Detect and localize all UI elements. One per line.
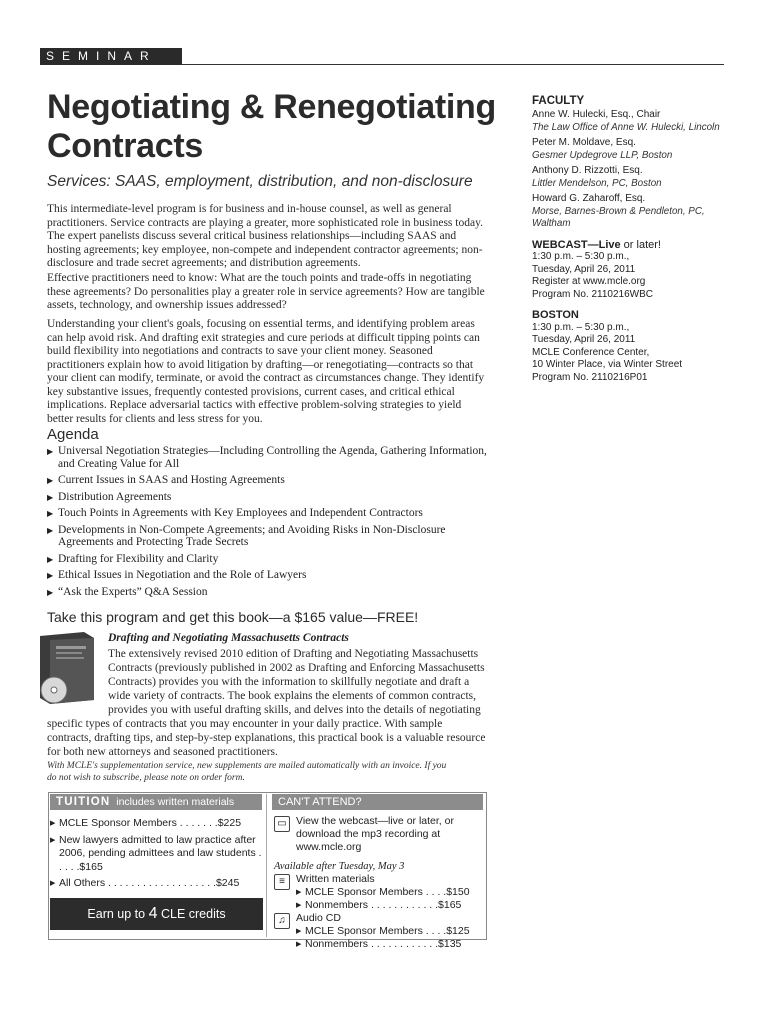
page-title: Negotiating & Renegotiating Contracts <box>47 88 496 165</box>
page-subtitle: Services: SAAS, employment, distribution, and non-disclosure <box>47 173 473 190</box>
agenda-item: ▶ Universal Negotiation Strategies—Including Controlling the Agenda, Gathering Information, and Creating Value for All <box>47 445 487 470</box>
webcast-option: ▭ View the webcast—live or later, or download the mp3 recording at www.mcle.org <box>274 815 486 854</box>
faculty-member: Howard G. Zaharoff, Esq. Morse, Barnes-Brown & Pendleton, PC, Waltham <box>532 193 705 229</box>
cant-attend-heading: CAN'T ATTEND? <box>272 794 483 810</box>
book-title: Drafting and Negotiating Massachusetts Contracts <box>108 632 349 644</box>
seminar-label: SEMINAR <box>40 48 182 65</box>
cle-credits-banner: Earn up to 4 CLE credits <box>50 898 263 930</box>
boston-section: BOSTON 1:30 p.m. – 5:30 p.m., Tuesday, April 26, 2011 MCLE Conference Center, 10 Winter Place, via Winter Street Program No. 2110216P01 <box>532 309 742 384</box>
agenda-item: ▶ Touch Points in Agreements with Key Employees and Independent Contractors <box>47 507 423 519</box>
bullet-triangle-icon: ▶ <box>50 880 56 887</box>
bullet-triangle-icon: ▶ <box>296 941 302 948</box>
supplementation-note: With MCLE's supplementation service, new supplements are mailed automatically with an invoice. If you do not wish to subscribe, please note on order form. <box>47 761 447 783</box>
tuition-item: ▶ MCLE Sponsor Members . . . . . . .$225 <box>50 817 242 829</box>
bullet-triangle-icon: ▶ <box>47 476 54 485</box>
agenda-item: ▶ Ethical Issues in Negotiation and the Role of Lawyers <box>47 569 307 581</box>
tuition-item: ▶ All Others . . . . . . . . . . . . . . . . . . .$245 <box>50 877 240 889</box>
agenda-item: ▶ “Ask the Experts” Q&A Session <box>47 585 208 598</box>
offer-heading: Take this program and get this book—a $165 value—FREE! <box>47 609 419 625</box>
price-item: ▶ MCLE Sponsor Members . . . .$150 <box>296 886 470 898</box>
computer-monitor-icon: ▭ <box>274 816 290 832</box>
written-materials-option: ≡ Written materials ▶ MCLE Sponsor Members . . . .$150 ▶ Nonmembers . . . . . . . . . . . .$165 <box>274 873 486 912</box>
agenda-item: ▶ Developments in Non-Compete Agreements; and Avoiding Risks in Non-Disclosure Agreements and Protecting Trade Secrets <box>47 523 446 548</box>
agenda-item: ▶ Current Issues in SAAS and Hosting Agreements <box>47 474 285 486</box>
column-divider <box>266 794 267 937</box>
header-rule <box>182 64 724 65</box>
questions-paragraph: Effective practitioners need to know: What are the touch points and trade-offs in negotiating these agreements? Do personalities play a greater role in service agreements? How are tangible assets, technology, and ownership issues addressed? <box>47 272 485 311</box>
price-item: ▶ Nonmembers . . . . . . . . . . . .$135 <box>296 938 462 950</box>
price-item: ▶ MCLE Sponsor Members . . . .$125 <box>296 925 470 937</box>
faculty-heading: FACULTY <box>532 95 585 107</box>
bullet-triangle-icon: ▶ <box>296 928 302 935</box>
agenda-item: ▶ Distribution Agreements <box>47 490 172 503</box>
tuition-heading: TUITION includes written materials <box>50 794 262 810</box>
agenda-heading: Agenda <box>47 426 99 443</box>
faculty-list <box>532 109 742 384</box>
availability-note: Available after Tuesday, May 3 <box>274 861 405 872</box>
faculty-member: Anne W. Hulecki, Esq., Chair The Law Office of Anne W. Hulecki, Lincoln <box>532 109 720 133</box>
audio-cd-option: ♫ Audio CD ▶ MCLE Sponsor Members . . . .$125 ▶ Nonmembers . . . . . . . . . . . .$135 <box>274 912 486 951</box>
webcast-heading: WEBCAST—Live or later! <box>532 238 661 251</box>
cant-attend-options <box>274 815 486 951</box>
goals-paragraph: Understanding your client's goals, focusing on essential terms, and identifying problem areas can help avoid risk. And drafting exit strategies and cure periods at difficult tipping points can build flexibility into negotiations and contracts to save your client money. Seasoned practitioners explain how to avoid litigation by drafting—or renegotiating—contracts so that your client can modify, terminate, or avoid the contract as circumstances change. They identify key substantive issues, frequently contested provisions, current cases, and critical ethical implications. Replace adversarial tactics with effective problem-solving strategies to yield better results for clients and less stress for you. <box>47 318 485 425</box>
agenda-item: ▶ Drafting for Flexibility and Clarity <box>47 552 219 565</box>
headphones-icon: ♫ <box>274 913 290 929</box>
bullet-triangle-icon: ▶ <box>47 509 54 518</box>
agenda-list <box>47 445 487 602</box>
document-icon: ≡ <box>274 874 290 890</box>
bullet-triangle-icon: ▶ <box>47 571 54 580</box>
bullet-triangle-icon: ▶ <box>50 820 56 827</box>
bullet-triangle-icon: ▶ <box>47 587 54 597</box>
bullet-triangle-icon: ▶ <box>47 447 54 456</box>
bullet-triangle-icon: ▶ <box>296 902 302 909</box>
bullet-triangle-icon: ▶ <box>47 554 54 564</box>
webcast-section: WEBCAST—Live or later! 1:30 p.m. – 5:30 p.m., Tuesday, April 26, 2011 Register at www.mcle.org Program No. 2110216WBC <box>532 239 742 302</box>
intro-paragraph: This intermediate-level program is for business and in-house counsel, as well as general practitioners. Service contracts are playing a greater, more sophisticated role in business today. The expert panelists discuss several critical business relationships—including SAAS and hosting agreements; key employee, non-compete and independent contractor agreements; non-disclosure and trade secret agreements; and distribution agreements. <box>47 203 483 269</box>
bullet-triangle-icon: ▶ <box>47 525 54 535</box>
faculty-member: Anthony D. Rizzotti, Esq. Littler Mendelson, PC, Boston <box>532 165 662 189</box>
tuition-list <box>50 817 265 894</box>
faculty-member: Peter M. Moldave, Esq. Gesmer Updegrove LLP, Boston <box>532 137 673 161</box>
price-item: ▶ Nonmembers . . . . . . . . . . . .$165 <box>296 899 462 911</box>
bullet-triangle-icon: ▶ <box>47 492 54 502</box>
book-description: The extensively revised 2010 edition of Drafting and Negotiating Massachusetts Contracts (previously published in 2002 as Drafting and Enforcing Massachusetts Contracts) provides you with the information to skillfully negotiate and draft a wide variety of contracts. The book explains the elements of common contracts, provides you with useful drafting skills, and delves into the details of negotiating specific types of contracts that you may encounter in your daily practice. With sample contracts, drafting tips, and step-by-step explanations, this practical book is a valuable resource for both new attorneys and seasoned practitioners. <box>47 648 486 758</box>
bullet-triangle-icon: ▶ <box>50 836 56 844</box>
tuition-item: ▶ New lawyers admitted to law practice after 2006, pending admittees and law students . . . . .$165 <box>50 833 262 873</box>
bullet-triangle-icon: ▶ <box>296 889 302 896</box>
boston-heading: BOSTON <box>532 309 579 321</box>
